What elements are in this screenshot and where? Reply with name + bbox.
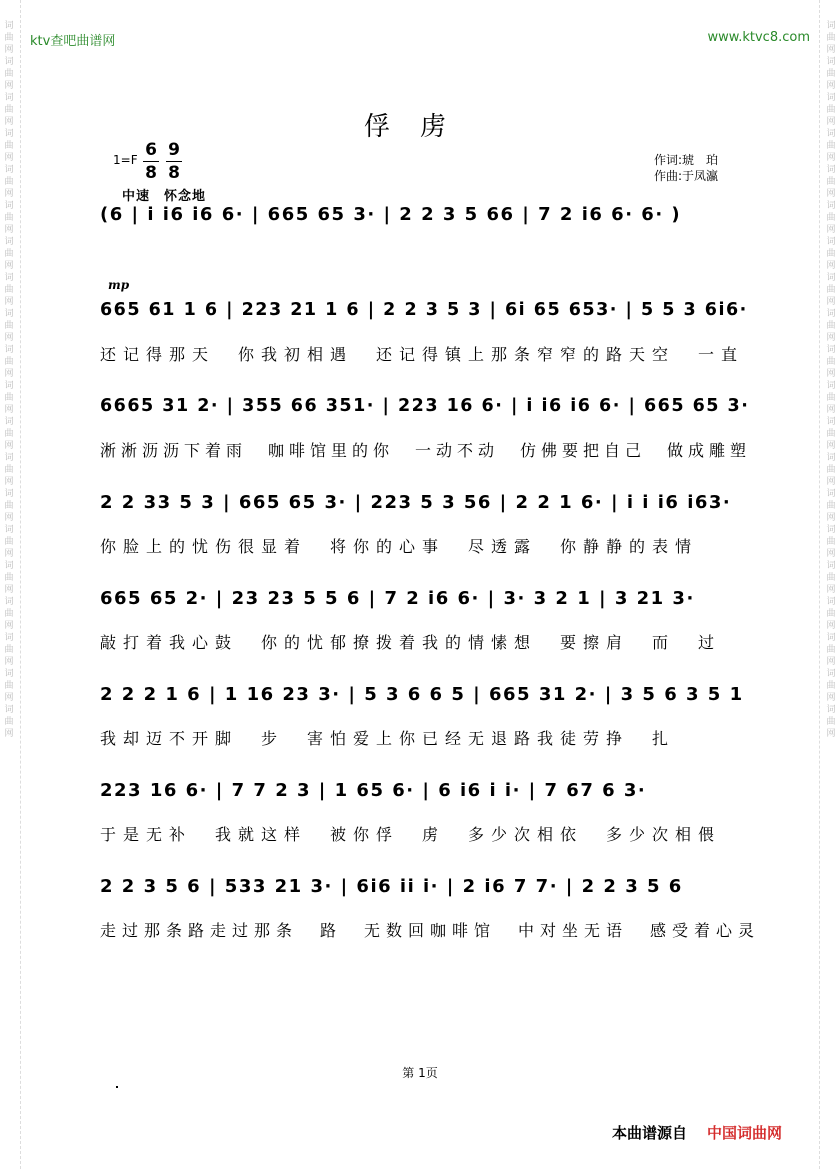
left-watermark-column: 词曲网词曲网词曲网词曲网词曲网词曲网词曲网词曲网词曲网词曲网词曲网词曲网词曲网词曲网词曲网词曲网词曲网词曲网词曲网词曲网 — [4, 21, 14, 739]
lyrics-line: 你脸上的忧伤很显着 将你的心事 尽透露 你静静的表情 — [100, 537, 699, 556]
lyrics-line: 我却迈不开脚 步 害怕爱上你已经无退路我徒劳挣 扎 — [100, 729, 676, 748]
composer: 作曲:于凤瀛 — [654, 169, 719, 183]
time-signature-2 — [166, 140, 182, 183]
time-sig-1-bottom: 8 — [145, 163, 157, 183]
notation-line: 2 2 2 1 6 | 1 16 23 3· | 5 3 6 6 5 | 665 31 2· | 3 5 6 3 5 1 — [100, 684, 744, 705]
source-site-link[interactable]: 中国词曲网 — [707, 1124, 783, 1142]
right-margin-line — [819, 0, 820, 1169]
notation-line: 665 65 2· | 23 23 5 5 6 | 7 2 i6 6· | 3· 3 2 1 | 3 21 3· — [100, 588, 695, 609]
key-signature: 1=F — [113, 153, 138, 167]
site-link-right[interactable]: www.ktvc8.com — [707, 30, 810, 45]
site-link-left[interactable]: ktv查吧曲谱网 — [30, 34, 116, 49]
page-number: 第 1页 — [402, 1066, 438, 1080]
lyrics-line: 淅淅沥沥下着雨 咖啡馆里的你 一动不动 仿佛要把自己 做成雕塑 — [100, 441, 752, 460]
notation-line: 665 61 1 6 | 223 21 1 6 | 2 2 3 5 3 | 6i 65 653· | 5 5 3 6i6· — [100, 300, 748, 320]
notation-line: 6665 31 2· | 355 66 351· | 223 16 6· | i i6 i6 6· | 665 65 3· — [100, 396, 750, 416]
time-sig-2-top: 9 — [168, 140, 180, 160]
notation-line: 2 2 3 5 6 | 533 21 3· | 6i6 ii i· | 2 i6 7 7· | 2 2 3 5 6 — [100, 876, 683, 897]
lyrics-line: 走过那条路走过那条 路 无数回咖啡馆 中对坐无语 感受着心灵 — [100, 921, 761, 940]
lyrics-line: 于是无补 我就这样 被你俘 虏 多少次相依 多少次相偎 — [100, 825, 722, 844]
left-margin-line — [20, 0, 21, 1169]
song-title: 俘虏 — [363, 112, 476, 142]
source-label: 本曲谱源自 — [612, 1124, 688, 1142]
notation-line: 223 16 6· | 7 7 2 3 | 1 65 6· | 6 i6 i i· | 7 67 6 3· — [100, 780, 647, 801]
stray-dot — [116, 1086, 118, 1088]
notation-line: 2 2 33 5 3 | 665 65 3· | 223 5 3 56 | 2 2 1 6· | i i i6 i63· — [100, 492, 732, 513]
lyrics-line: 还记得那天 你我初相遇 还记得镇上那条窄窄的路天空 一直 — [100, 345, 745, 364]
right-watermark-column: 词曲网词曲网词曲网词曲网词曲网词曲网词曲网词曲网词曲网词曲网词曲网词曲网词曲网词曲网词曲网词曲网词曲网词曲网词曲网词曲网 — [826, 21, 836, 739]
source-credit — [612, 1122, 782, 1143]
time-sig-2-bottom: 8 — [168, 163, 180, 183]
time-sig-1-top: 6 — [145, 140, 157, 160]
time-signature-1 — [143, 140, 159, 183]
lyricist: 作词:琥 珀 — [654, 153, 719, 167]
dynamic-marking: mp — [108, 278, 130, 292]
lyrics-line: 敲打着我心鼓 你的忧郁撩拨着我的情愫想 要擦肩 而 过 — [100, 633, 722, 652]
tempo-marking: 中速 怀念地 — [122, 189, 207, 204]
credits — [654, 152, 718, 184]
notation-line: (6 | i i6 i6 6· | 665 65 3· | 2 2 3 5 66 | 7 2 i6 6· 6· ) — [100, 204, 682, 225]
